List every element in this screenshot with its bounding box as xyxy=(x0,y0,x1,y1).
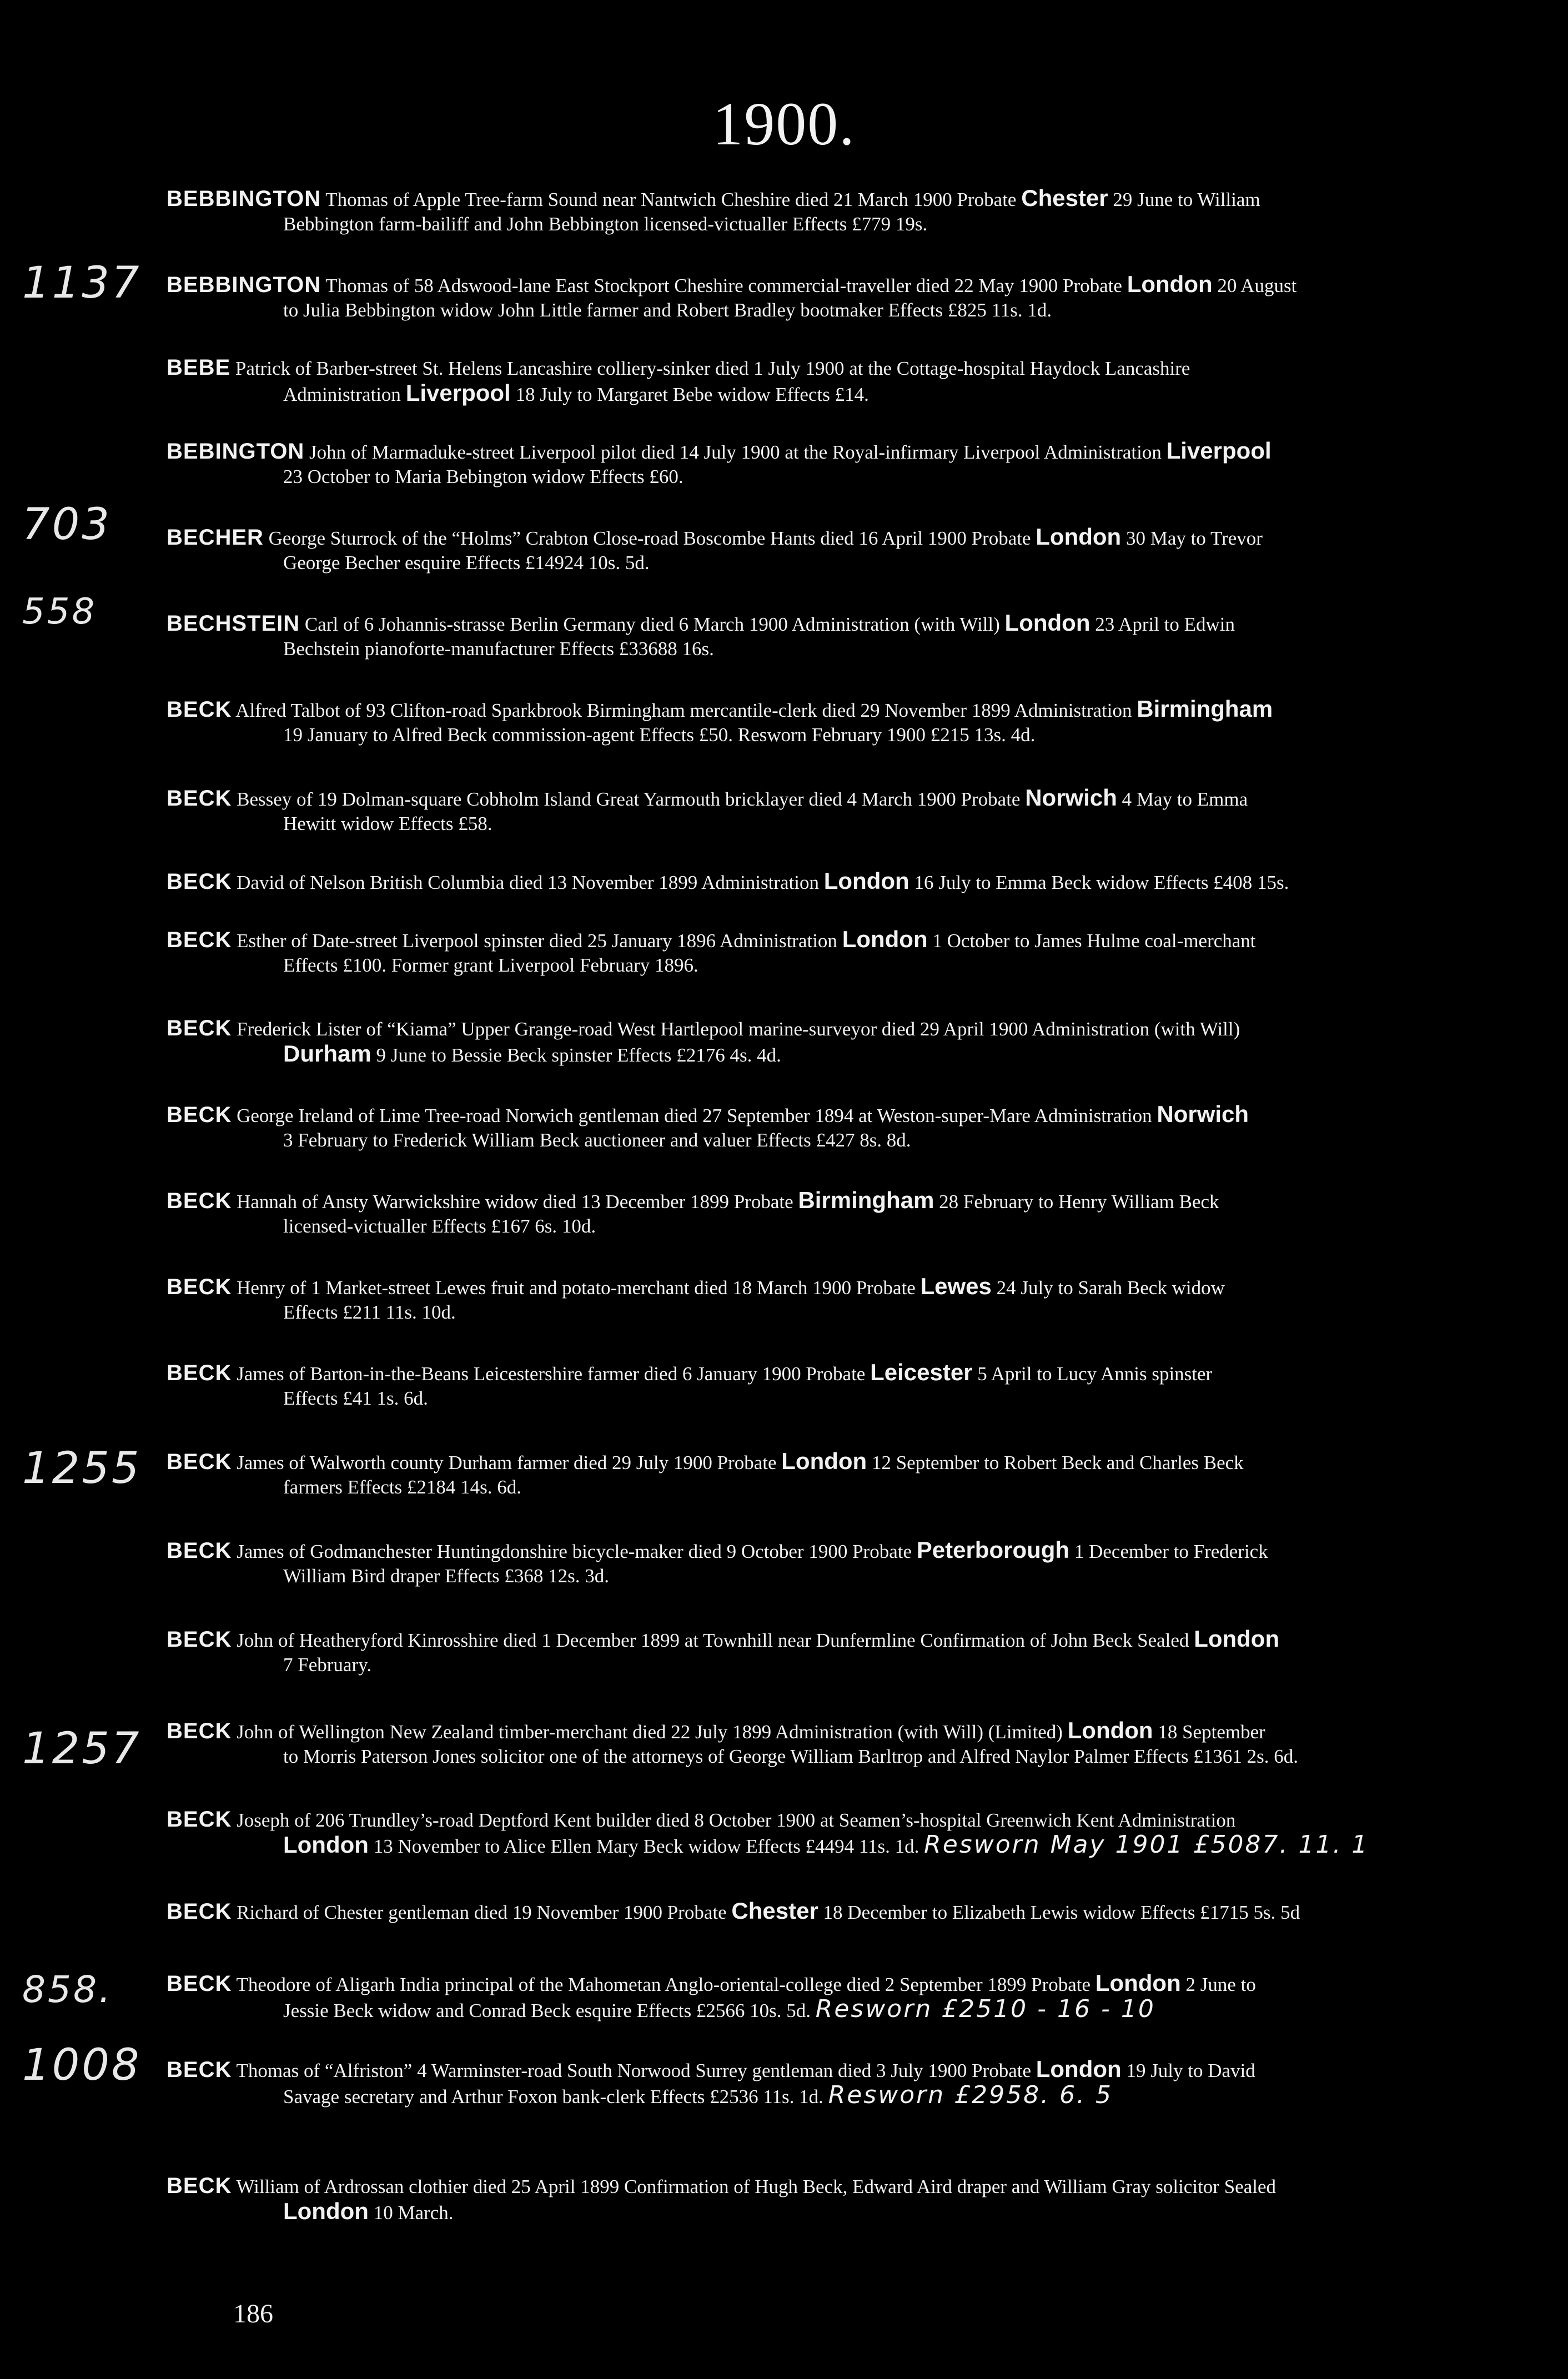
entry-text: 20 August xyxy=(1217,275,1297,296)
entry-text: 7 February. xyxy=(283,1654,372,1676)
entry-surname: BECK xyxy=(167,1016,232,1040)
entry-text: 5 April to Lucy Annis spinster xyxy=(977,1363,1213,1385)
registry-place: Norwich xyxy=(1025,784,1117,811)
entry-text: Bechstein pianoforte-manufacturer Effects £33688 16s. xyxy=(283,638,714,660)
entry-text: Effects £211 11s. 10d. xyxy=(283,1301,456,1323)
registry-place: Peterborough xyxy=(916,1537,1070,1563)
register-entry xyxy=(167,272,1521,323)
entry-text: 4 May to Emma xyxy=(1122,788,1248,810)
margin-folio-note: 1137 xyxy=(22,258,142,308)
entry-text: Henry of 1 Market-street Lewes fruit and potato-merchant died 18 March 1900 Probate xyxy=(237,1277,916,1299)
registry-place: Liverpool xyxy=(405,380,511,406)
handwritten-annotation: Resworn May 1901 £5087. 11. 1 xyxy=(924,1830,1369,1859)
registry-place: London xyxy=(283,1832,369,1858)
entry-text: to Julia Bebbington widow John Little farmer and Robert Bradley bootmaker Effects £825 11s. 1d. xyxy=(283,299,1052,321)
entry-surname: BECHER xyxy=(167,525,264,550)
margin-folio-note: 858. xyxy=(22,1968,113,2011)
entry-text: Thomas of Apple Tree-farm Sound near Nantwich Cheshire died 21 March 1900 Probate xyxy=(325,189,1017,210)
registry-place: London xyxy=(1036,2056,1122,2082)
entry-text: 23 October to Maria Bebington widow Effects £60. xyxy=(283,466,684,487)
registry-place: London xyxy=(1127,271,1213,297)
entry-text: 10 March. xyxy=(373,2202,454,2224)
page-title: 1900. xyxy=(712,90,856,158)
entry-surname: BECK xyxy=(167,697,232,722)
register-entry xyxy=(167,611,1521,661)
entry-surname: BECK xyxy=(167,1189,232,1213)
entry-text: 30 May to Trevor xyxy=(1125,527,1263,549)
register-entry xyxy=(167,1449,1521,1500)
handwritten-annotation: Resworn £2958. 6. 5 xyxy=(828,2081,1113,2109)
entry-text: Theodore of Aligarh India principal of the Mahometan Anglo-oriental-college died 2 September 1899 Probate xyxy=(236,1974,1091,1995)
registry-place: London xyxy=(781,1448,867,1474)
entry-surname: BECK xyxy=(167,1275,232,1299)
registry-place: Chester xyxy=(1021,185,1108,211)
register-entry xyxy=(167,1102,1521,1153)
register-entry xyxy=(167,869,1521,895)
register-entry xyxy=(167,1360,1521,1411)
entry-text: 1 December to Frederick xyxy=(1074,1541,1268,1562)
entry-text: 28 February to Henry William Beck xyxy=(939,1191,1219,1213)
entry-text: 3 February to Frederick William Beck auctioneer and valuer Effects £427 8s. 8d. xyxy=(283,1129,911,1151)
entry-surname: BECK xyxy=(167,1719,232,1743)
entry-text: Savage secretary and Arthur Foxon bank-clerk Effects £2536 11s. 1d. xyxy=(283,2086,823,2108)
entry-text: 1 October to James Hulme coal-merchant xyxy=(932,930,1256,952)
entry-surname: BEBBINGTON xyxy=(167,273,321,297)
registry-place: London xyxy=(1036,524,1122,550)
entry-surname: BECK xyxy=(167,928,232,952)
entry-text: James of Barton-in-the-Beans Leicestershire farmer died 6 January 1900 Probate xyxy=(237,1363,866,1385)
entry-text: Thomas of 58 Adswood-lane East Stockport Cheshire commercial-traveller died 22 May 1900 Probate xyxy=(325,275,1122,296)
register-entry xyxy=(167,525,1521,575)
entry-text: 16 July to Emma Beck widow Effects £408 15s. xyxy=(914,872,1289,893)
margin-folio-note: 1255 xyxy=(22,1444,142,1493)
margin-folio-note: 703 xyxy=(22,500,112,550)
register-entry xyxy=(167,2057,1521,2109)
entry-text: 18 December to Elizabeth Lewis widow Effects £1715 5s. 5d xyxy=(823,1902,1300,1923)
entry-text: George Sturrock of the “Holms” Crabton Close-road Boscombe Hants died 16 April 1900 Probate xyxy=(268,527,1031,549)
margin-folio-note: 1008 xyxy=(22,2040,142,2090)
entry-surname: BECK xyxy=(167,1971,232,1996)
entry-surname: BECK xyxy=(167,2058,232,2082)
entry-text: George Becher esquire Effects £14924 10s. 5d. xyxy=(283,552,650,574)
registry-place: London xyxy=(1067,1717,1153,1743)
entry-surname: BEBINGTON xyxy=(167,439,305,464)
register-entry xyxy=(167,927,1521,978)
register-entry xyxy=(167,2174,1521,2225)
register-entry xyxy=(167,439,1521,489)
entry-text: William of Ardrossan clothier died 25 April 1899 Confirmation of Hugh Beck, Edward Aird draper and William Gray solicitor Sealed xyxy=(236,2176,1276,2197)
registry-place: Birmingham xyxy=(798,1187,934,1213)
register-entry xyxy=(167,786,1521,836)
entry-text: 19 January to Alfred Beck commission-agent Effects £50. Resworn February 1900 £215 13s. 4d. xyxy=(283,724,1036,746)
register-entry xyxy=(167,355,1521,407)
entry-text: Effects £41 1s. 6d. xyxy=(283,1387,428,1409)
register-entry xyxy=(167,1274,1521,1325)
entry-surname: BEBBINGTON xyxy=(167,187,321,211)
handwritten-annotation: Resworn £2510 - 16 - 10 xyxy=(815,1995,1155,2023)
registry-place: Lewes xyxy=(920,1273,992,1299)
register-entry xyxy=(167,1807,1521,1859)
entry-surname: BECHSTEIN xyxy=(167,611,300,636)
entry-surname: BECK xyxy=(167,786,232,811)
entry-text: Jessie Beck widow and Conrad Beck esquire Effects £2566 10s. 5d. xyxy=(283,2000,811,2021)
registry-place: Liverpool xyxy=(1166,437,1272,464)
registry-place: Durham xyxy=(283,1040,371,1067)
page-number: 186 xyxy=(233,2299,273,2328)
entry-text: Patrick of Barber-street St. Helens Lancashire colliery-sinker died 1 July 1900 at the Cottage-hospital Haydock Lancashire xyxy=(235,358,1190,379)
entry-surname: BEBE xyxy=(167,355,231,380)
entry-text: 24 July to Sarah Beck widow xyxy=(996,1277,1225,1299)
register-entry xyxy=(167,1627,1521,1677)
entry-text: 12 September to Robert Beck and Charles Beck xyxy=(871,1452,1244,1473)
register-entry xyxy=(167,1899,1521,1925)
entry-text: Frederick Lister of “Kiama” Upper Grange-road West Hartlepool marine-surveyor died 29 April 1900 Administration (with Will) xyxy=(237,1018,1240,1040)
entry-surname: BECK xyxy=(167,2174,232,2198)
entry-text: Esther of Date-street Liverpool spinster died 25 January 1896 Administration xyxy=(237,930,837,952)
entry-surname: BECK xyxy=(167,1538,232,1563)
register-entry xyxy=(167,1971,1521,2023)
registry-place: Chester xyxy=(731,1898,818,1924)
entry-text: 13 November to Alice Ellen Mary Beck widow Effects £4494 11s. 1d. xyxy=(373,1835,919,1857)
margin-folio-note: 1257 xyxy=(22,1724,142,1774)
entry-surname: BECK xyxy=(167,1450,232,1474)
entry-text: Bessey of 19 Dolman-square Cobholm Island Great Yarmouth bricklayer died 4 March 1900 Probate xyxy=(237,788,1021,810)
entry-text: Joseph of 206 Trundley’s-road Deptford Kent builder died 8 October 1900 at Seamen’s-hospital Greenwich Kent Administration xyxy=(237,1809,1236,1831)
register-entry xyxy=(167,1538,1521,1588)
entry-text: 29 June to William xyxy=(1113,189,1260,210)
registry-place: Norwich xyxy=(1157,1101,1249,1127)
entry-text: Thomas of “Alfriston” 4 Warminster-road South Norwood Surrey gentleman died 3 July 1900 Probate xyxy=(236,2060,1031,2081)
entry-text: Richard of Chester gentleman died 19 November 1900 Probate xyxy=(237,1902,727,1923)
entry-surname: BECK xyxy=(167,1807,232,1832)
entry-text: William Bird draper Effects £368 12s. 3d. xyxy=(283,1565,609,1587)
registry-place: Leicester xyxy=(870,1359,973,1385)
entry-text: farmers Effects £2184 14s. 6d. xyxy=(283,1476,521,1498)
entry-text: George Ireland of Lime Tree-road Norwich gentleman died 27 September 1894 at Weston-super-Mare Administration xyxy=(237,1105,1152,1126)
entry-text: Alfred Talbot of 93 Clifton-road Sparkbrook Birmingham mercantile-clerk died 29 November 1899 Administration xyxy=(235,700,1132,721)
entry-text: to Morris Paterson Jones solicitor one of the attorneys of George William Barltrop and Alfred Naylor Palmer Effects £1361 2s. 6d. xyxy=(283,1746,1298,1767)
entry-text: Hewitt widow Effects £58. xyxy=(283,813,492,834)
entry-text: licensed-victualler Effects £167 6s. 10d. xyxy=(283,1215,596,1237)
entry-surname: BECK xyxy=(167,1627,232,1652)
entry-text: Bebbington farm-bailiff and John Bebbington licensed-victualler Effects £779 19s. xyxy=(283,213,928,235)
registry-place: London xyxy=(1004,610,1090,636)
entry-text: Carl of 6 Johannis-strasse Berlin Germany died 6 March 1900 Administration (with Will) xyxy=(304,613,1000,635)
entry-text: 23 April to Edwin xyxy=(1095,613,1235,635)
entry-text: Administration xyxy=(283,384,401,405)
register-entry xyxy=(167,186,1521,237)
entry-text: 19 July to David xyxy=(1126,2060,1255,2081)
registry-place: London xyxy=(1194,1626,1280,1652)
entry-text: James of Walworth county Durham farmer died 29 July 1900 Probate xyxy=(237,1452,777,1473)
entry-text: John of Wellington New Zealand timber-merchant died 22 July 1899 Administration (with Will) (Limited) xyxy=(237,1721,1063,1743)
entry-surname: BECK xyxy=(167,1899,232,1924)
register-entry xyxy=(167,1718,1521,1769)
entry-surname: BECK xyxy=(167,869,232,894)
registry-place: London xyxy=(1095,1970,1181,1996)
entry-text: Hannah of Ansty Warwickshire widow died 13 December 1899 Probate xyxy=(237,1191,793,1213)
register-entry xyxy=(167,1016,1521,1068)
entry-surname: BECK xyxy=(167,1361,232,1385)
registry-place: London xyxy=(823,868,909,894)
margin-folio-note: 558 xyxy=(22,591,97,632)
entry-text: John of Heatheryford Kinrosshire died 1 December 1899 at Townhill near Dunfermline Confirmation of John Beck Sealed xyxy=(237,1629,1189,1651)
entry-text: John of Marmaduke-street Liverpool pilot died 14 July 1900 at the Royal-infirmary Liverpool Administration xyxy=(309,441,1162,463)
entry-text: 18 July to Margaret Bebe widow Effects £14. xyxy=(515,384,869,405)
entry-text: 2 June to xyxy=(1185,1974,1256,1995)
register-entry xyxy=(167,697,1521,747)
entry-text: 9 June to Bessie Beck spinster Effects £2176 4s. 4d. xyxy=(376,1044,781,1066)
registry-place: London xyxy=(842,926,928,952)
entry-text: 18 September xyxy=(1158,1721,1265,1743)
register-entry xyxy=(167,1188,1521,1239)
entry-text: Effects £100. Former grant Liverpool February 1896. xyxy=(283,954,698,976)
entry-text: David of Nelson British Columbia died 13 November 1899 Administration xyxy=(237,872,820,893)
registry-place: Birmingham xyxy=(1137,696,1273,722)
entry-text: James of Godmanchester Huntingdonshire bicycle-maker died 9 October 1900 Probate xyxy=(237,1541,912,1562)
entry-surname: BECK xyxy=(167,1103,232,1127)
registry-place: London xyxy=(283,2198,369,2224)
